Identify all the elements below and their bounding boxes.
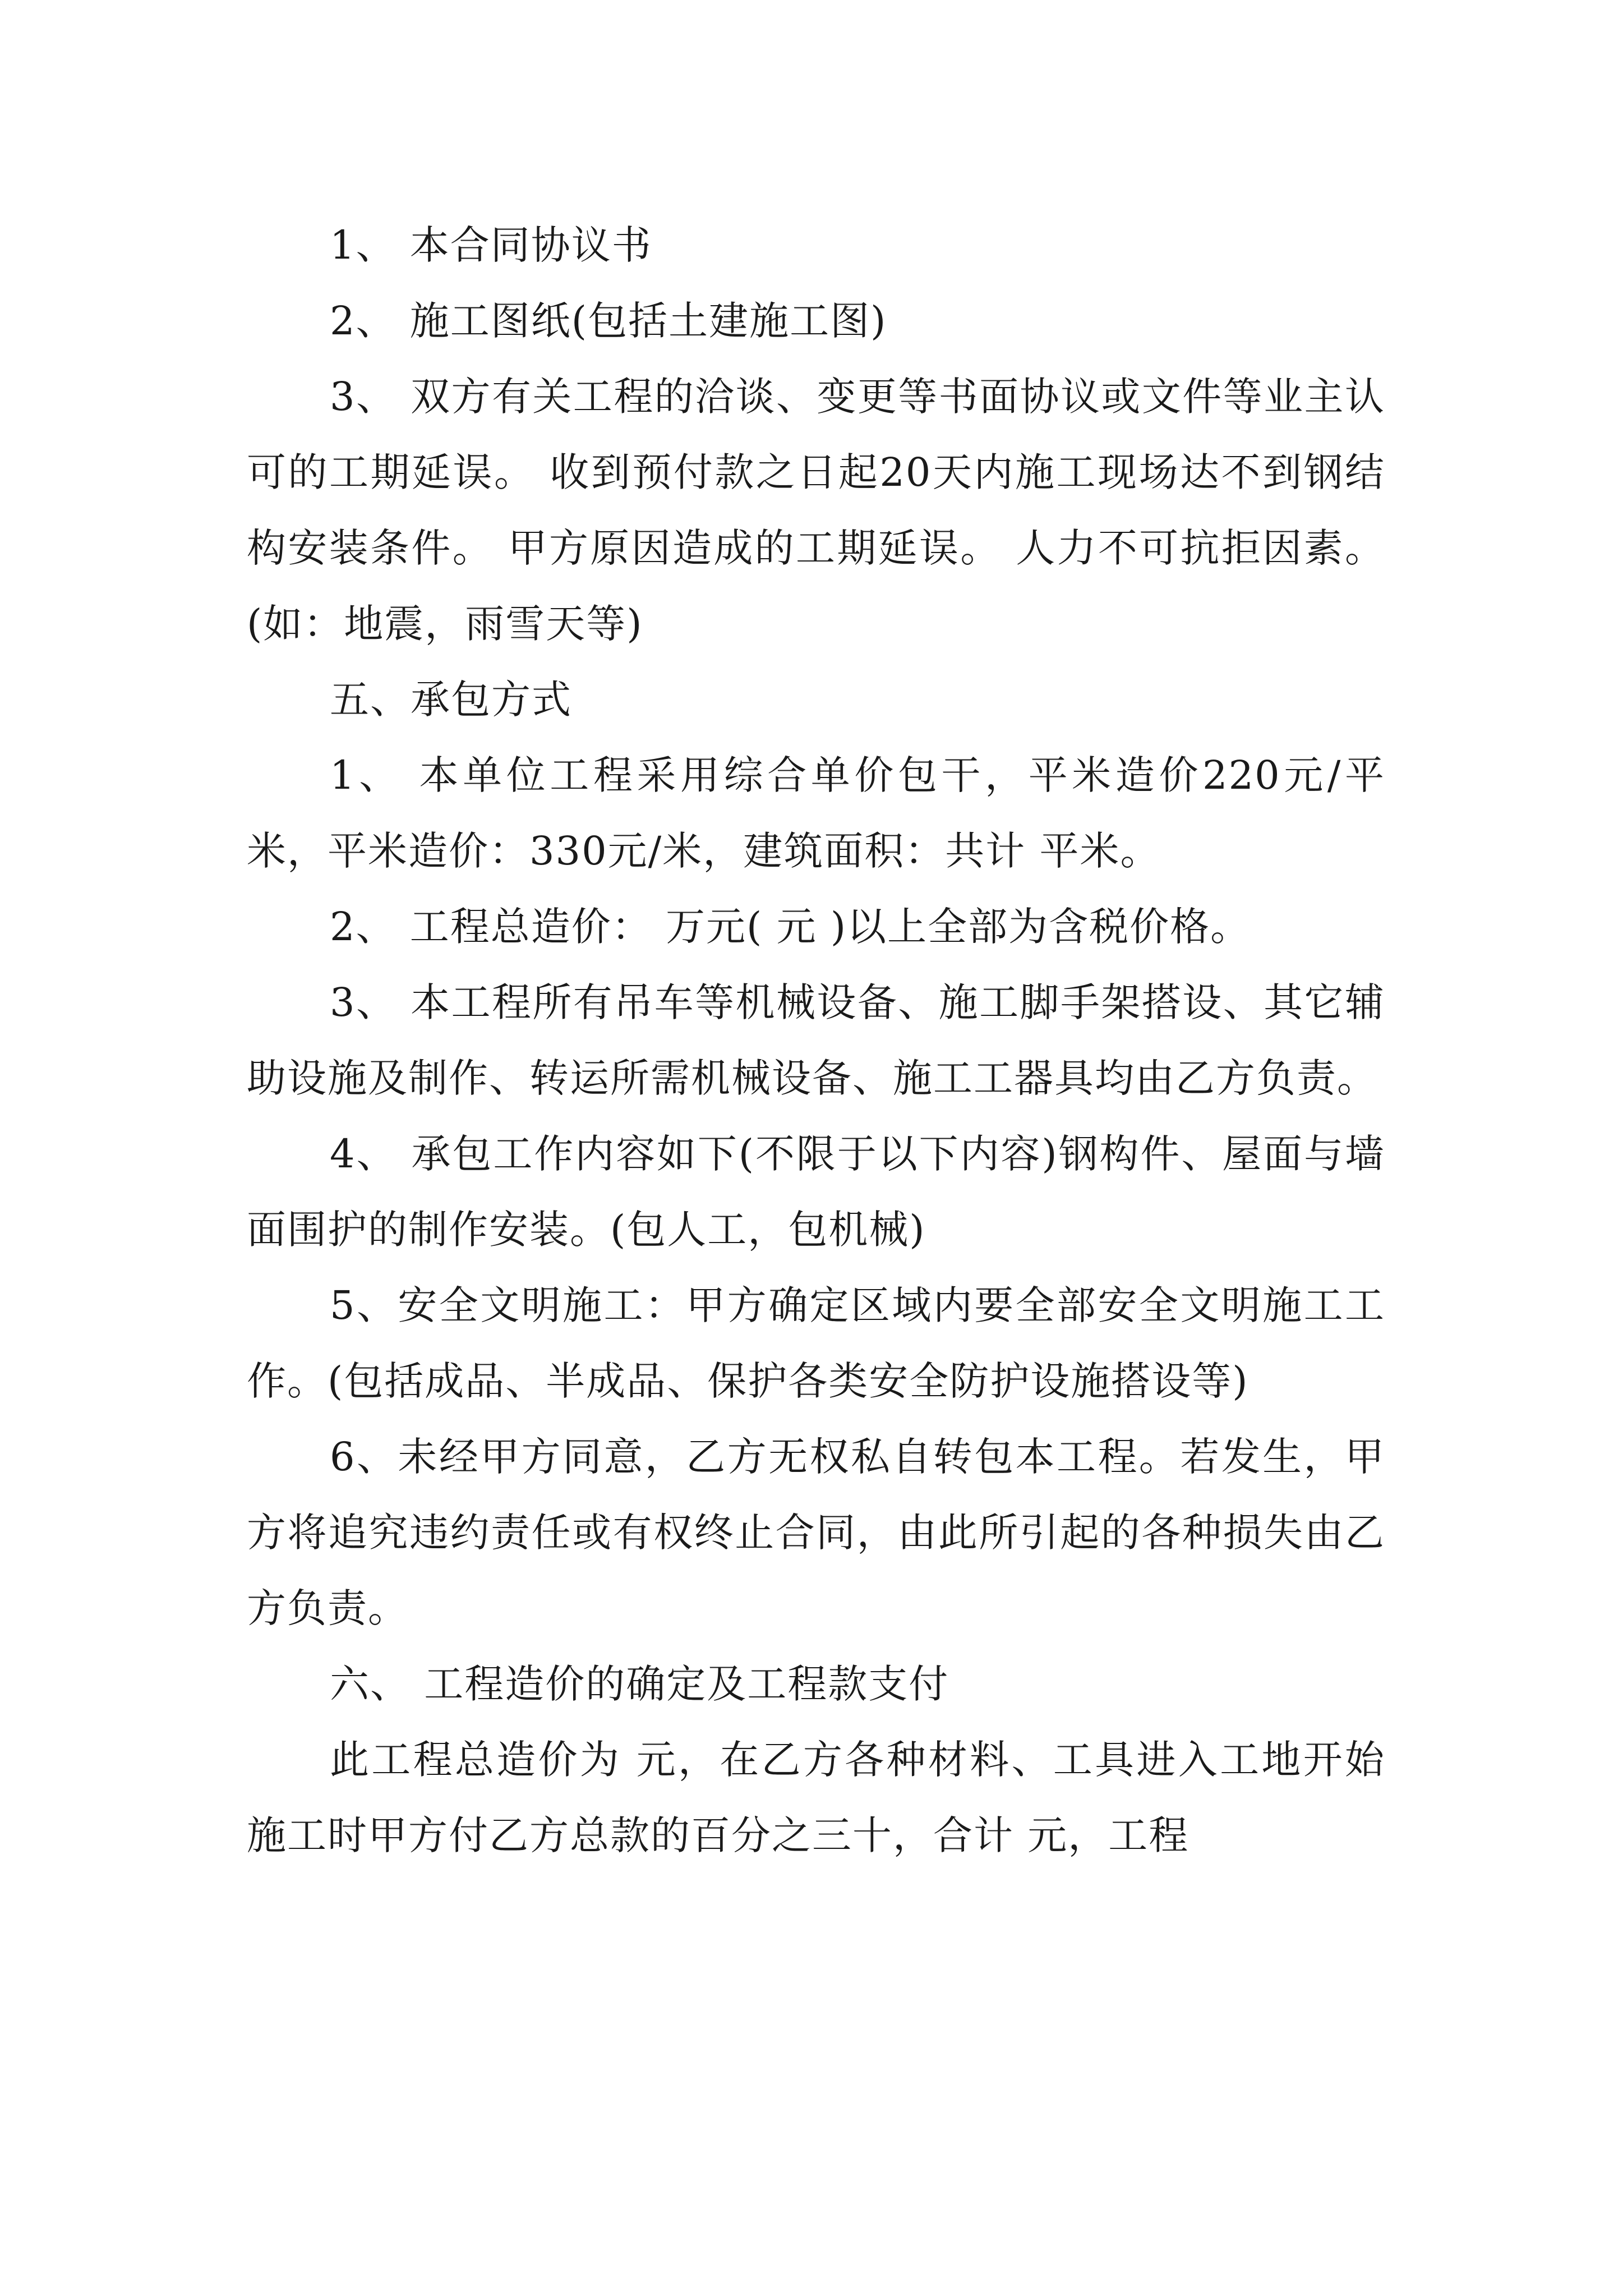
paragraph-clause-2: 2、 施工图纸(包括土建施工图) — [330, 298, 887, 344]
paragraph-clause-1: 1、 本合同协议书 — [330, 222, 652, 268]
paragraph-contract-3: 3、 本工程所有吊车等机械设备、施工脚手架搭设、其它辅助设施及制作、转运所需机械设备、施工工器具均由乙方负责。 — [247, 979, 1385, 1101]
document-body — [247, 208, 1385, 1874]
paragraph-payment: 此工程总造价为 元，在乙方各种材料、工具进入工地开始施工时甲方付乙方总款的百分之三十，合计 元，工程 — [247, 1737, 1385, 1858]
paragraph-contract-6: 6、未经甲方同意，乙方无权私自转包本工程。若发生，甲方将追究违约责任或有权终止合同，由此所引起的各种损失由乙方负责。 — [247, 1434, 1385, 1631]
paragraph-contract-4: 4、 承包工作内容如下(不限于以下内容)钢构件、屋面与墙面围护的制作安装。(包人工，包机械) — [247, 1131, 1385, 1253]
paragraph-contract-5: 5、安全文明施工：甲方确定区域内要全部安全文明施工工作。(包括成品、半成品、保护各类安全防护设施搭设等) — [247, 1282, 1385, 1404]
section-heading-5: 五、承包方式 — [330, 677, 572, 723]
paragraph-clause-3: 3、 双方有关工程的洽谈、变更等书面协议或文件等业主认可的工期延误。 收到预付款之日起20天内施工现场达不到钢结构安装条件。 甲方原因造成的工期延误。 人力不可抗拒因素。(如：地震，雨雪天等) — [247, 374, 1385, 647]
paragraph-contract-2: 2、 工程总造价： 万元( 元 )以上全部为含税价格。 — [330, 904, 1251, 950]
section-heading-6: 六、 工程造价的确定及工程款支付 — [330, 1661, 949, 1707]
paragraph-contract-1: 1、 本单位工程采用综合单价包干，平米造价220元/平米，平米造价：330元/米，建筑面积：共计 平米。 — [247, 752, 1385, 874]
